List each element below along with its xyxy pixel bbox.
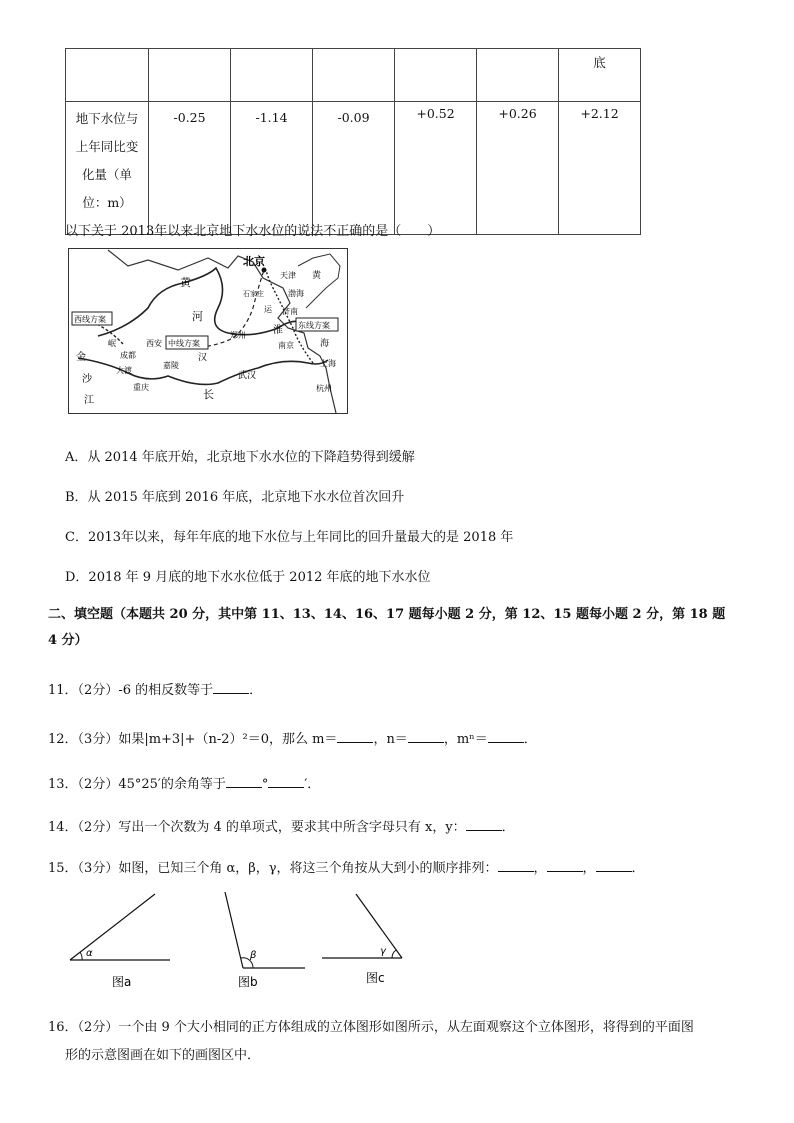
table-cell [559,49,641,102]
question-13 [48,773,320,792]
answer-blank[interactable] [596,859,632,872]
option-d: D．2018 年 9 月底的地下水水位低于 2012 年底的地下水水位 [65,570,431,585]
south-north-water-map [68,248,348,414]
map-label: 杭州 [316,384,332,393]
answer-blank[interactable] [408,730,444,743]
table-cell [477,49,559,102]
answer-blank[interactable] [498,859,534,872]
answer-blank[interactable] [268,775,304,788]
question-text: ′． [304,777,321,792]
map-label: 济南 [282,307,298,316]
option-b: B．从 2015 年底到 2016 年底，北京地下水水位首次回升 [65,490,405,505]
row-label-line: 上年同比变 [75,139,139,154]
question-text: 13．（2分）45°25′的余角等于 [48,777,226,792]
angle-side [225,892,243,968]
angle-label: α [86,948,93,959]
answer-blank[interactable] [213,681,249,694]
map-label: 东线方案 [298,321,330,330]
map-label: 西安 [146,339,162,348]
map-label: 江 [84,395,94,406]
map-label: 北京 [243,255,265,268]
table-value: +0.52 [395,102,477,235]
separator: ， [533,861,547,876]
row-label-line: 位：m） [82,195,132,210]
separator: ， [582,861,596,876]
map-label: 岷 [108,339,116,348]
table-value: +2.12 [559,102,641,235]
question-text: 11．（2分）-6 的相反数等于 [48,683,214,698]
answer-blank[interactable] [337,730,373,743]
map-label: 沙 [82,374,92,385]
map-label: 金 [76,352,86,363]
question-16-line1: 16．（2分）一个由 9 个大小相同的正方体组成的立体图形如图所示，从左面观察这个立体图形，将得到的平面图 [48,1020,694,1035]
question-16-line2: 形的示意图画在如下的画图区中． [65,1048,261,1063]
figure-caption: 图c [366,971,385,985]
option-c: C．2013年以来，每年年底的地下水位与上年同比的回升量最大的是 2018 年 [65,530,514,545]
map-label: 南京 [278,341,294,350]
angle-label: β [250,950,257,961]
question-text: ，n＝ [373,732,408,747]
table-cell-text: 底 [593,55,606,70]
answer-blank[interactable] [547,859,583,872]
map-label: 淮 [273,325,283,336]
map-label: 汉 [198,353,208,363]
map-label: 武汉 [238,371,257,381]
row-label-line: 化量（单 [81,167,132,182]
map-label: 黄 [312,271,322,281]
question-text: ． [523,732,537,747]
table-value: +0.26 [477,102,559,235]
map-label: 海 [320,339,330,349]
question-text: ． [631,861,645,876]
map-label: 长 [203,388,214,401]
map-label: 西线方案 [74,315,106,324]
table-value: -1.14 [231,102,313,235]
figure-caption: 图a [112,975,132,989]
map-label: 重庆 [133,383,149,392]
question-text: 14．（2分）写出一个次数为 4 的单项式，要求其中所含字母只有 x，y： [48,820,466,835]
map-label: 石家庄 [243,290,264,298]
question-14 [48,816,515,835]
figure-caption: 图b [238,975,258,989]
question-11 [48,679,262,698]
table-value: -0.09 [313,102,395,235]
question-intro: 以下关于 2013年以来北京地下水水位的说法不正确的是（ ） [65,224,441,239]
map-label: 天津 [280,271,296,280]
table-cell [313,49,395,102]
figure-c [322,894,402,985]
map-label: 大渡 [116,366,132,375]
row-label [66,102,149,235]
map-label: 上海 [320,359,336,368]
map-label: 郑州 [230,331,246,340]
map-label: 渤海 [288,289,304,298]
map-label: 黄 [180,276,191,289]
angle-label: γ [380,946,386,957]
table-cell [395,49,477,102]
table-value: -0.25 [149,102,231,235]
angle-arc [80,952,82,960]
question-text: ，mⁿ＝ [443,732,488,747]
row-label-line: 地下水位与 [75,111,139,126]
answer-blank[interactable] [466,818,502,831]
map-label: 成都 [120,351,136,360]
angle-arc [392,950,396,958]
angle-side [70,894,155,960]
map-label: 河 [192,310,203,323]
angle-side [356,894,402,958]
map-label: 中线方案 [168,339,200,348]
question-text: ° [261,777,269,792]
question-15 [48,857,645,876]
table-cell [231,49,313,102]
map-label: 运 [264,305,272,314]
section-heading: 二、填空题（本题共 20 分，其中第 11、13、14、16、17 题每小题 2 分，第 12、15 题每小题 2 分，第 18 题 4 分） [48,607,726,648]
angle-figures [60,890,420,990]
figure-a [70,894,170,989]
answer-blank[interactable] [488,730,524,743]
question-text: ． [249,683,263,698]
water-level-table [65,48,641,235]
question-text: ． [501,820,515,835]
question-text: 12．（3分）如果|m+3|+（n-2）²＝0，那么 m＝ [48,732,338,747]
map-label: 嘉陵 [163,361,179,370]
table-cell [149,49,231,102]
question-text: 15．（3分）如图，已知三个角 α，β，γ，将这三个角按从大到小的顺序排列： [48,861,498,876]
question-12 [48,728,537,747]
table-cell [66,49,149,102]
figure-b [225,892,305,989]
option-a: A．从 2014 年底开始，北京地下水水位的下降趋势得到缓解 [65,450,415,465]
answer-blank[interactable] [226,775,262,788]
beijing-marker [262,268,267,273]
